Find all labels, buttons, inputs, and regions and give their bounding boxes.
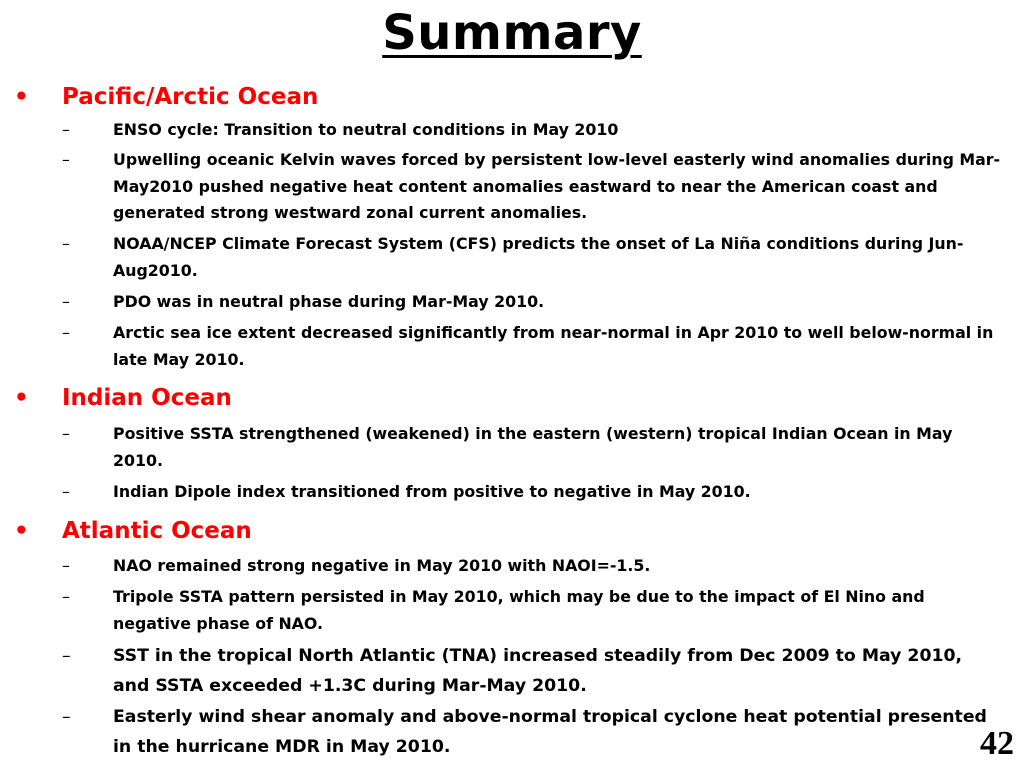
section-heading-pacific-arctic [14, 82, 318, 112]
dash-icon: – [62, 234, 70, 253]
list-item-text: NAO remained strong negative in May 2010 with NAOI=-1.5. [113, 556, 651, 575]
list-item [62, 584, 1002, 637]
section-heading-indian [14, 383, 232, 413]
section-heading-label: Pacific/Arctic Ocean [62, 84, 319, 110]
dash-icon: – [62, 120, 70, 139]
list-item-text: SST in the tropical North Atlantic (TNA) increased steadily from Dec 2009 to May 2010, and SSTA exceeded +1.3C during Mar-May 2010. [113, 646, 963, 696]
list-item-text: Upwelling oceanic Kelvin waves forced by persistent low-level easterly wind anomalies during Mar-May2010 pushed negative heat content anomalies eastward to near the American coast and generated strong westward zonal current anomalies. [113, 150, 1001, 222]
list-item-text: PDO was in neutral phase during Mar-May 2010. [113, 292, 545, 311]
list-item [62, 702, 1002, 762]
list-item-text: Easterly wind shear anomaly and above-normal tropical cyclone heat potential presented in the hurricane MDR in May 2010. [113, 707, 987, 757]
list-item-text: Indian Dipole index transitioned from positive to negative in May 2010. [113, 482, 751, 501]
list-item-text: Positive SSTA strengthened (weakened) in the eastern (western) tropical Indian Ocean in May 2010. [113, 424, 953, 470]
bullet-icon: • [14, 385, 29, 411]
dash-icon: – [62, 707, 71, 727]
dash-icon: – [62, 292, 70, 311]
dash-icon: – [62, 482, 70, 501]
list-item [62, 147, 1002, 227]
list-item [62, 231, 1002, 284]
list-item [62, 421, 1002, 474]
section-heading-label: Atlantic Ocean [62, 518, 252, 544]
list-item [62, 289, 1002, 316]
list-item [62, 553, 1002, 580]
dash-icon: – [62, 556, 70, 575]
dash-icon: – [62, 587, 70, 606]
list-item [62, 641, 1002, 701]
slide-title: Summary [382, 5, 642, 61]
section-heading-label: Indian Ocean [62, 385, 232, 411]
list-item [62, 117, 1002, 144]
bullet-icon: • [14, 84, 29, 110]
dash-icon: – [62, 646, 71, 666]
list-item-text: ENSO cycle: Transition to neutral conditions in May 2010 [113, 120, 619, 139]
dash-icon: – [62, 323, 70, 342]
list-item-text: Arctic sea ice extent decreased significantly from near-normal in Apr 2010 to well below-normal in late May 2010. [113, 323, 994, 369]
list-item-text: Tripole SSTA pattern persisted in May 2010, which may be due to the impact of El Nino and negative phase of NAO. [113, 587, 925, 633]
list-item [62, 479, 1002, 506]
dash-icon: – [62, 424, 70, 443]
page-number: 42 [980, 725, 1014, 762]
list-item-text: NOAA/NCEP Climate Forecast System (CFS) predicts the onset of La Niña conditions during Jun-Aug2010. [113, 234, 964, 280]
section-heading-atlantic [14, 516, 252, 546]
list-item [62, 320, 1002, 373]
dash-icon: – [62, 150, 70, 169]
bullet-icon: • [14, 518, 29, 544]
